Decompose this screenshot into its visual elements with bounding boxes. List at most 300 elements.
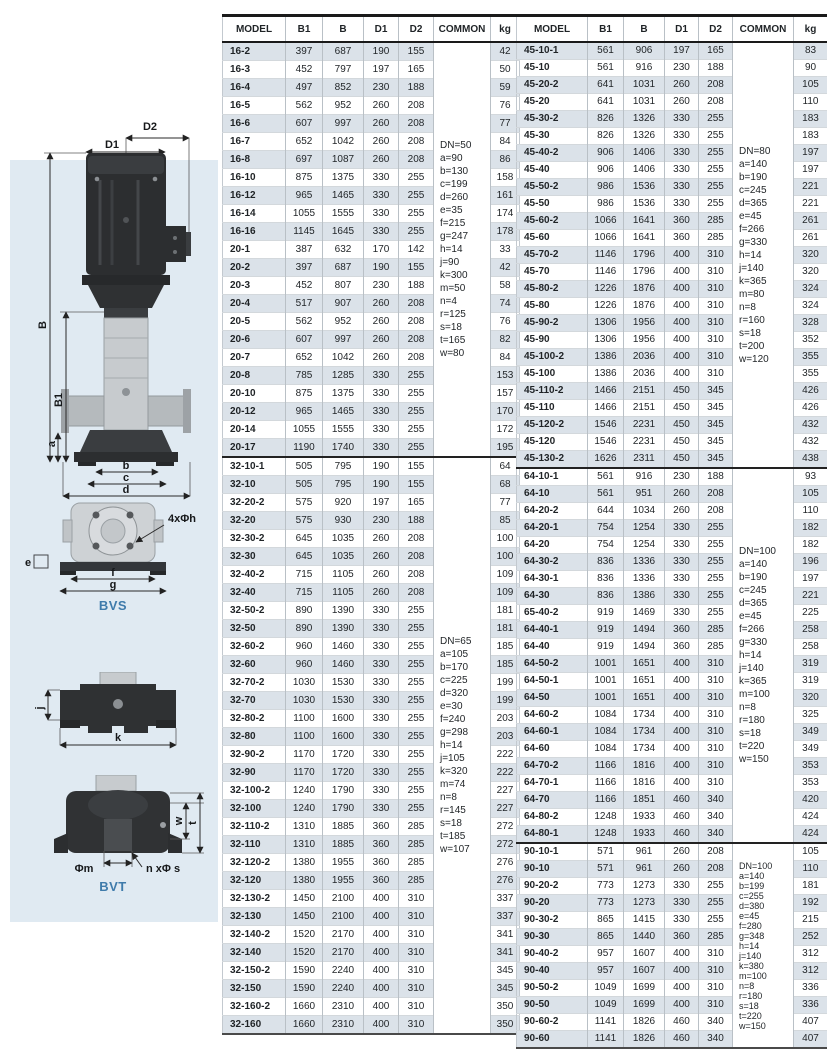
cell-b: 1651: [624, 690, 665, 707]
cell-model: 64-20-1: [517, 520, 588, 537]
dim-label-b-total: B: [37, 321, 49, 329]
cell-d2: 255: [399, 692, 434, 710]
cell-kg: 172: [491, 421, 520, 439]
dim-label-d2: D2: [143, 121, 157, 133]
cell-d2: 310: [699, 758, 733, 775]
cell-d2: 255: [399, 710, 434, 728]
cell-kg: 109: [491, 566, 520, 584]
cell-d2: 255: [399, 728, 434, 746]
cell-d2: 340: [699, 792, 733, 809]
cell-b: 1034: [624, 503, 665, 520]
cell-b1: 919: [588, 622, 624, 639]
cell-b: 1885: [323, 836, 364, 854]
cell-model: 16-16: [223, 223, 286, 241]
col-header-d2: D2: [699, 16, 733, 43]
cell-model: 32-110: [223, 836, 286, 854]
cell-model: 45-20-2: [517, 77, 588, 94]
cell-d1: 330: [364, 692, 399, 710]
common-dim-line: n=8: [739, 981, 793, 991]
cell-b1: 1590: [286, 980, 323, 998]
common-dim-line: h=14: [739, 649, 793, 662]
cell-b1: 986: [588, 179, 624, 196]
cell-b: 795: [323, 457, 364, 476]
cell-d1: 330: [665, 179, 699, 196]
common-dim-line: DN=65: [440, 635, 490, 648]
cell-d1: 360: [665, 639, 699, 656]
common-dim-line: f=240: [440, 713, 490, 726]
cell-b: 795: [323, 476, 364, 494]
cell-d2: 255: [399, 602, 434, 620]
cell-d1: 330: [364, 620, 399, 638]
cell-kg: 225: [794, 605, 827, 622]
col-header-common: COMMON: [434, 16, 491, 43]
cell-b: 1796: [624, 264, 665, 281]
cell-b: 1876: [624, 281, 665, 298]
common-dim-line: f=280: [739, 921, 793, 931]
common-dim-line: a=140: [739, 871, 793, 881]
cell-d1: 230: [364, 79, 399, 97]
cell-model: 32-90-2: [223, 746, 286, 764]
cell-b: 961: [624, 861, 665, 878]
cell-model: 64-70-1: [517, 775, 588, 792]
cell-d1: 360: [364, 818, 399, 836]
cell-b1: 652: [286, 349, 323, 367]
cell-kg: 222: [491, 764, 520, 782]
cell-model: 64-50-2: [517, 656, 588, 673]
dim-label-b: b: [123, 460, 130, 472]
cell-model: 45-80: [517, 298, 588, 315]
cell-kg: 227: [491, 782, 520, 800]
common-dim-line: s=18: [440, 321, 490, 334]
cell-b1: 452: [286, 277, 323, 295]
cell-b1: 919: [588, 639, 624, 656]
cell-kg: 325: [794, 707, 827, 724]
cell-d1: 330: [364, 223, 399, 241]
cell-d2: 310: [699, 707, 733, 724]
common-dim-line: g=330: [739, 236, 793, 249]
cell-b1: 1380: [286, 854, 323, 872]
cell-model: 16-4: [223, 79, 286, 97]
common-dim-line: j=140: [739, 951, 793, 961]
pump-side-view-diagram: [8, 60, 218, 500]
junction-box: [164, 226, 186, 262]
cell-b1: 1145: [286, 223, 323, 241]
cell-d2: 345: [699, 417, 733, 434]
cell-kg: 203: [491, 728, 520, 746]
common-dim-line: r=125: [440, 308, 490, 321]
cell-b1: 890: [286, 620, 323, 638]
cell-d2: 310: [699, 741, 733, 758]
cell-d1: 400: [665, 758, 699, 775]
cell-b: 2170: [323, 944, 364, 962]
cell-kg: 195: [491, 439, 520, 458]
common-dim-line: c=245: [739, 184, 793, 197]
cell-kg: 197: [794, 162, 827, 179]
cell-d1: 400: [665, 963, 699, 980]
cell-b: 2036: [624, 349, 665, 366]
cell-b: 1790: [323, 800, 364, 818]
cell-b: 1555: [323, 421, 364, 439]
cell-d1: 330: [364, 674, 399, 692]
cell-d2: 155: [399, 457, 434, 476]
cell-d1: 450: [665, 451, 699, 469]
dimensions-table-right-wrap: [516, 14, 820, 1049]
common-dim-line: s=18: [739, 1001, 793, 1011]
cell-model: 64-30-2: [517, 554, 588, 571]
cell-kg: 336: [794, 980, 827, 997]
cell-model: 45-130-2: [517, 451, 588, 469]
cell-d1: 260: [364, 584, 399, 602]
cell-b1: 754: [588, 537, 624, 554]
col-header-kg: kg: [491, 16, 520, 43]
common-dim-line: f=215: [440, 217, 490, 230]
cell-d1: 230: [665, 468, 699, 486]
cell-d1: 330: [665, 895, 699, 912]
cell-model: 32-70: [223, 692, 286, 710]
cell-kg: 161: [491, 187, 520, 205]
cell-b1: 1141: [588, 1031, 624, 1049]
cell-b1: 957: [588, 963, 624, 980]
cell-b: 1273: [624, 895, 665, 912]
cell-d2: 310: [399, 998, 434, 1016]
cell-d1: 400: [665, 673, 699, 690]
common-dim-line: d=380: [739, 901, 793, 911]
cell-model: 16-10: [223, 169, 286, 187]
cell-b: 1734: [624, 724, 665, 741]
cell-kg: 353: [794, 758, 827, 775]
cell-d2: 255: [699, 537, 733, 554]
cell-d1: 260: [364, 331, 399, 349]
common-dim-line: t=185: [440, 830, 490, 843]
cell-b: 906: [624, 42, 665, 60]
cell-b1: 715: [286, 566, 323, 584]
cell-kg: 100: [491, 548, 520, 566]
cell-d2: 285: [399, 872, 434, 890]
cell-d2: 255: [399, 764, 434, 782]
cell-b1: 645: [286, 548, 323, 566]
cell-b: 952: [323, 313, 364, 331]
cell-kg: 105: [794, 843, 827, 861]
common-dim-line: d=365: [739, 597, 793, 610]
common-dim-line: DN=80: [739, 145, 793, 158]
cell-kg: 324: [794, 281, 827, 298]
cell-d1: 400: [665, 366, 699, 383]
cell-kg: 341: [491, 944, 520, 962]
common-dim-line: b=130: [440, 165, 490, 178]
cell-d2: 310: [699, 247, 733, 264]
cell-kg: 258: [794, 639, 827, 656]
common-dim-line: r=145: [440, 804, 490, 817]
cell-d1: 450: [665, 383, 699, 400]
cell-b: 1796: [624, 247, 665, 264]
cell-model: 45-10-1: [517, 42, 588, 60]
cell-model: 90-50: [517, 997, 588, 1014]
cell-d1: 330: [665, 605, 699, 622]
cell-d1: 330: [364, 403, 399, 421]
common-dim-line: DN=100: [739, 545, 793, 558]
cell-b: 1607: [624, 946, 665, 963]
dimensions-table-right: [516, 14, 827, 1049]
cell-b1: 865: [588, 912, 624, 929]
cell-d1: 360: [665, 622, 699, 639]
cell-b1: 836: [588, 571, 624, 588]
cell-b: 952: [323, 97, 364, 115]
cell-model: 45-100-2: [517, 349, 588, 366]
cell-b: 1254: [624, 537, 665, 554]
bvt-base-view-diagram: [8, 672, 218, 752]
cell-kg: 181: [491, 602, 520, 620]
cell-b: 1494: [624, 622, 665, 639]
common-dimensions: [434, 42, 491, 457]
cell-kg: 438: [794, 451, 827, 469]
cell-model: 20-1: [223, 241, 286, 259]
cell-b1: 957: [588, 946, 624, 963]
common-dim-line: j=140: [739, 662, 793, 675]
cell-model: 32-110-2: [223, 818, 286, 836]
cell-model: 20-12: [223, 403, 286, 421]
cell-d1: 330: [665, 196, 699, 213]
cell-kg: 349: [794, 741, 827, 758]
common-dim-line: j=105: [440, 752, 490, 765]
cell-b1: 397: [286, 259, 323, 277]
cell-b: 1699: [624, 980, 665, 997]
cell-b: 1285: [323, 367, 364, 385]
cell-b1: 397: [286, 42, 323, 61]
cell-b: 2240: [323, 962, 364, 980]
cell-b1: 1466: [588, 383, 624, 400]
cell-kg: 319: [794, 656, 827, 673]
col-header-b: B: [323, 16, 364, 43]
common-dim-line: g=330: [739, 636, 793, 649]
cell-d2: 255: [399, 187, 434, 205]
cell-kg: 352: [794, 332, 827, 349]
cell-model: 90-60: [517, 1031, 588, 1049]
cell-model: 45-110: [517, 400, 588, 417]
cell-model: 32-120: [223, 872, 286, 890]
cell-b1: 1100: [286, 710, 323, 728]
cell-kg: 109: [491, 584, 520, 602]
common-dim-line: r=160: [739, 314, 793, 327]
cell-d1: 260: [364, 566, 399, 584]
cell-b: 1390: [323, 620, 364, 638]
common-dim-line: DN=50: [440, 139, 490, 152]
cell-d1: 330: [665, 537, 699, 554]
cell-b1: 1066: [588, 230, 624, 247]
cell-kg: 196: [794, 554, 827, 571]
common-dim-line: k=320: [440, 765, 490, 778]
cell-d2: 142: [399, 241, 434, 259]
cell-b1: 906: [588, 162, 624, 179]
cell-kg: 420: [794, 792, 827, 809]
cell-b: 1042: [323, 349, 364, 367]
cell-model: 16-14: [223, 205, 286, 223]
cell-kg: 77: [491, 115, 520, 133]
cell-d1: 330: [364, 638, 399, 656]
cell-d1: 400: [364, 908, 399, 926]
cell-b1: 986: [588, 196, 624, 213]
cell-b: 1460: [323, 638, 364, 656]
cell-model: 32-20-2: [223, 494, 286, 512]
cell-b1: 505: [286, 457, 323, 476]
cell-d2: 285: [699, 639, 733, 656]
cell-model: 20-3: [223, 277, 286, 295]
cell-kg: 432: [794, 434, 827, 451]
cell-b1: 1380: [286, 872, 323, 890]
cell-d1: 330: [665, 145, 699, 162]
cell-d1: 330: [665, 520, 699, 537]
cell-d2: 208: [699, 94, 733, 111]
cell-d2: 208: [699, 486, 733, 503]
common-dim-line: s=18: [739, 727, 793, 740]
cell-d1: 330: [364, 439, 399, 458]
cell-b: 1740: [323, 439, 364, 458]
cell-b: 687: [323, 259, 364, 277]
cell-b: 1956: [624, 315, 665, 332]
cell-model: 90-40-2: [517, 946, 588, 963]
cell-model: 32-150-2: [223, 962, 286, 980]
cell-b1: 1626: [588, 451, 624, 469]
cell-kg: 105: [794, 77, 827, 94]
cell-b: 1699: [624, 997, 665, 1014]
cell-d2: 310: [699, 673, 733, 690]
common-dim-line: h=14: [440, 243, 490, 256]
dim-label-w: w: [173, 816, 185, 826]
cell-model: 32-30-2: [223, 530, 286, 548]
dimensions-table-left-wrap: [222, 14, 512, 1035]
cell-d1: 330: [665, 571, 699, 588]
table-row: [517, 42, 827, 60]
cell-kg: 261: [794, 230, 827, 247]
cell-kg: 170: [491, 403, 520, 421]
cell-kg: 407: [794, 1031, 827, 1049]
cell-b: 1273: [624, 878, 665, 895]
cell-b: 1530: [323, 674, 364, 692]
common-dim-line: t=220: [739, 740, 793, 753]
cell-model: 45-50: [517, 196, 588, 213]
cell-b: 920: [323, 494, 364, 512]
cell-model: 16-5: [223, 97, 286, 115]
cell-model: 45-110-2: [517, 383, 588, 400]
cell-b1: 1001: [588, 656, 624, 673]
common-dim-line: d=320: [440, 687, 490, 700]
cell-model: 64-20: [517, 537, 588, 554]
cell-kg: 33: [491, 241, 520, 259]
cell-b1: 1450: [286, 890, 323, 908]
cell-d1: 400: [665, 332, 699, 349]
cell-model: 90-40: [517, 963, 588, 980]
cell-kg: 337: [491, 908, 520, 926]
cell-d1: 260: [364, 548, 399, 566]
cell-kg: 353: [794, 775, 827, 792]
cell-b: 997: [323, 115, 364, 133]
dim-label-d1: D1: [105, 139, 119, 151]
cell-model: 20-8: [223, 367, 286, 385]
cell-model: 32-60-2: [223, 638, 286, 656]
common-dim-line: b=170: [440, 661, 490, 674]
cell-kg: 350: [491, 998, 520, 1016]
cell-d2: 285: [699, 213, 733, 230]
cell-b1: 826: [588, 128, 624, 145]
dim-label-e: e: [25, 557, 31, 569]
cell-model: 64-80-1: [517, 826, 588, 844]
cell-b1: 965: [286, 403, 323, 421]
col-header-b: B: [624, 16, 665, 43]
cell-d2: 310: [699, 298, 733, 315]
cell-d1: 190: [364, 457, 399, 476]
cell-model: 45-90: [517, 332, 588, 349]
cell-kg: 110: [794, 861, 827, 878]
cell-kg: 183: [794, 128, 827, 145]
cell-d1: 360: [665, 929, 699, 946]
cell-model: 20-4: [223, 295, 286, 313]
cell-b: 2310: [323, 1016, 364, 1035]
cell-b1: 697: [286, 151, 323, 169]
cell-kg: 158: [491, 169, 520, 187]
cell-kg: 349: [794, 724, 827, 741]
cell-model: 32-130: [223, 908, 286, 926]
cell-kg: 86: [491, 151, 520, 169]
cell-d2: 310: [699, 997, 733, 1014]
cell-d2: 310: [699, 264, 733, 281]
cell-kg: 157: [491, 385, 520, 403]
cell-d2: 208: [699, 861, 733, 878]
cell-d2: 285: [699, 929, 733, 946]
cell-b: 1645: [323, 223, 364, 241]
cell-d1: 330: [665, 111, 699, 128]
cell-model: 32-100-2: [223, 782, 286, 800]
cell-model: 32-50-2: [223, 602, 286, 620]
table-row: [223, 457, 520, 476]
cell-b1: 1240: [286, 800, 323, 818]
cell-b: 1734: [624, 741, 665, 758]
cell-model: 45-120: [517, 434, 588, 451]
cell-b: 1031: [624, 77, 665, 94]
common-dim-line: n=4: [440, 295, 490, 308]
cell-d2: 208: [699, 77, 733, 94]
cell-d2: 255: [699, 128, 733, 145]
cell-kg: 227: [491, 800, 520, 818]
cell-d1: 360: [364, 854, 399, 872]
common-dim-line: w=150: [739, 1021, 793, 1031]
cell-d2: 310: [699, 281, 733, 298]
cell-b: 1933: [624, 809, 665, 826]
cell-b: 1326: [624, 128, 665, 145]
cell-b: 1734: [624, 707, 665, 724]
cell-kg: 42: [491, 259, 520, 277]
common-dim-line: w=107: [440, 843, 490, 856]
cell-model: 32-160-2: [223, 998, 286, 1016]
cell-model: 16-3: [223, 61, 286, 79]
cell-b: 1375: [323, 169, 364, 187]
cell-model: 32-140: [223, 944, 286, 962]
common-dim-line: s=18: [440, 817, 490, 830]
cell-kg: 153: [491, 367, 520, 385]
cell-model: 16-6: [223, 115, 286, 133]
cell-d1: 330: [364, 385, 399, 403]
cell-b1: 754: [588, 520, 624, 537]
cell-d1: 400: [665, 980, 699, 997]
cell-kg: 324: [794, 298, 827, 315]
cell-d1: 360: [665, 230, 699, 247]
cell-b: 997: [323, 331, 364, 349]
cell-b: 1641: [624, 213, 665, 230]
cell-kg: 77: [491, 494, 520, 512]
cell-d2: 255: [399, 421, 434, 439]
cell-b: 1955: [323, 872, 364, 890]
cell-d1: 330: [665, 588, 699, 605]
cell-b1: 960: [286, 656, 323, 674]
cell-kg: 181: [794, 878, 827, 895]
